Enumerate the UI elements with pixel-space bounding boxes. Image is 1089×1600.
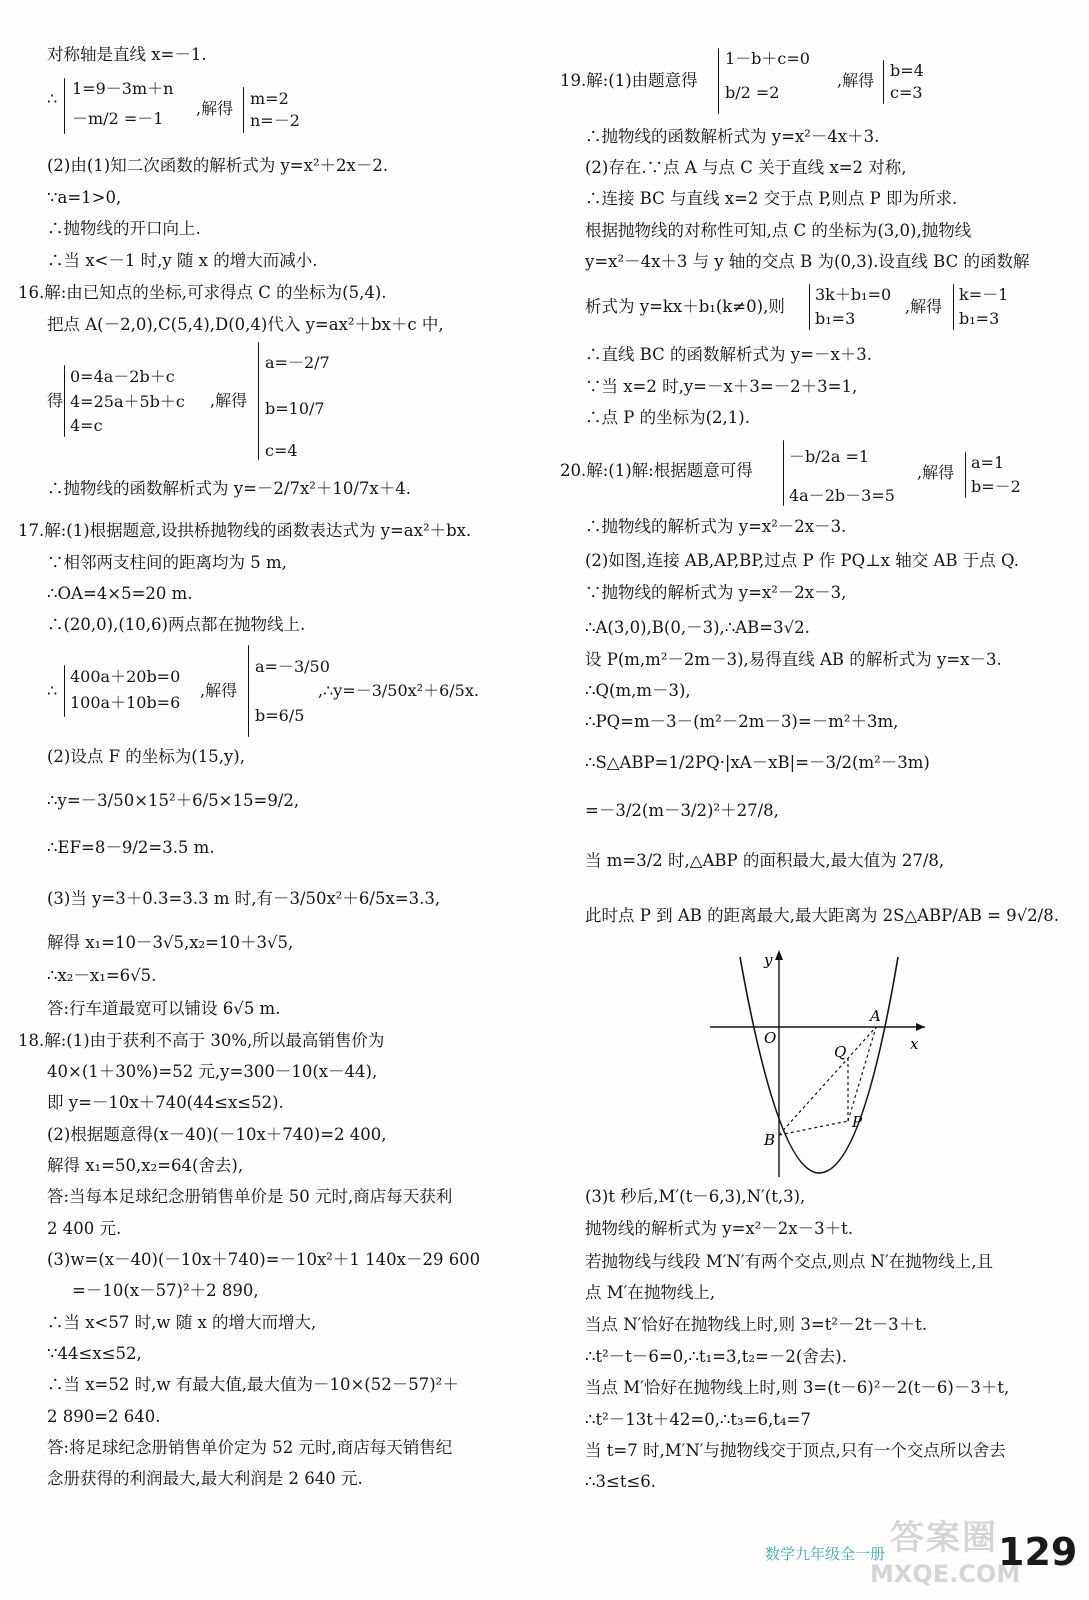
text-line: 19.解:(1)由题意得: [560, 71, 698, 90]
text-line: (2)存在.∵点 A 与点 C 关于直线 x=2 对称,: [585, 158, 907, 177]
text-line: ∴: [47, 89, 58, 108]
segment-ap: [848, 1027, 876, 1121]
text-line: 对称轴是直线 x=－1.: [47, 45, 207, 64]
text-line: 当 t=7 时,M′N′与抛物线交于顶点,只有一个交点所以舍去: [585, 1441, 1006, 1460]
parabola-figure: [700, 945, 930, 1180]
text-line: =－3/2(m－3/2)²＋27/8,: [585, 801, 779, 820]
text-line: 此时点 P 到 AB 的距离最大,最大距离为 2S△ABP/AB = 9√2/8.: [585, 906, 1059, 925]
equation: b=4: [890, 61, 924, 80]
text-line: ,解得: [210, 391, 248, 410]
text-line: (2)根据题意得(x－40)(－10x＋740)=2 400,: [47, 1125, 387, 1144]
text-line: ∴y=－3/50×15²＋6/5×15=9/2,: [47, 791, 300, 810]
label-q: Q: [834, 1043, 847, 1061]
text-line: 当点 M′恰好在抛物线上时,则 3=(t－6)²－2(t－6)－3＋t,: [585, 1378, 1010, 1397]
equation: c=4: [265, 441, 298, 460]
text-line: 17.解:(1)根据题意,设拱桥抛物线的函数表达式为 y=ax²＋bx.: [18, 521, 472, 540]
brace: [248, 645, 249, 737]
text-line: ∴Q(m,m－3),: [585, 681, 691, 700]
text-line: ∴(20,0),(10,6)两点都在抛物线上.: [47, 615, 306, 634]
equation: 400a＋20b=0: [70, 667, 181, 686]
text-line: 2 890=2 640.: [47, 1407, 161, 1426]
text-line: 解得 x₁=50,x₂=64(舍去),: [47, 1156, 244, 1175]
text-line: ∴S△ABP=1/2PQ·|xA－xB|=－3/2(m²－3m): [585, 753, 930, 772]
label-x: x: [910, 1035, 919, 1053]
text-line: 即 y=－10x＋740(44≤x≤52).: [47, 1093, 284, 1112]
text-line: 把点 A(－2,0),C(5,4),D(0,4)代入 y=ax²＋bx＋c 中,: [47, 315, 444, 334]
text-line: 2 400 元.: [47, 1219, 122, 1238]
watermark-logo: 答案圈: [890, 1518, 998, 1558]
equation: b=－2: [971, 477, 1021, 496]
text-line: ∴: [47, 681, 58, 700]
watermark-url: MXQE.COM: [870, 1560, 1021, 1588]
equation: 4=25a＋5b＋c: [70, 392, 185, 411]
equation: 0=4a－2b＋c: [70, 367, 175, 386]
text-line: ∴当 x<57 时,w 随 x 的增大而增大,: [47, 1313, 317, 1332]
text-line: ∴直线 BC 的函数解析式为 y=－x＋3.: [585, 345, 872, 364]
brace: [809, 284, 810, 330]
text-line: ∵44≤x≤52,: [47, 1344, 142, 1363]
text-line: ∵当 x=2 时,y=－x＋3=－2＋3=1,: [585, 377, 858, 396]
text-line: =－10(x－57)²＋2 890,: [72, 1281, 259, 1300]
equation: 100a＋10b=6: [70, 693, 181, 712]
text-line: 根据抛物线的对称性可知,点 C 的坐标为(3,0),抛物线: [585, 221, 972, 240]
page-number: 129: [998, 1530, 1078, 1574]
text-line: y=x²－4x＋3 与 y 轴的交点 B 为(0,3).设直线 BC 的函数解: [585, 252, 1030, 271]
equation: b=10/7: [265, 399, 325, 418]
text-line: (3)当 y=3＋0.3=3.3 m 时,有－3/50x²＋6/5x=3.3,: [47, 889, 441, 908]
text-line: ∴当 x=52 时,w 有最大值,最大值为－10×(52－57)²＋: [47, 1375, 459, 1394]
text-line: 抛物线的解析式为 y=x²－2x－3＋t.: [585, 1219, 853, 1238]
equation: a=－2/7: [265, 353, 330, 372]
equation: b/2 =2: [725, 83, 780, 102]
text-line: ∴PQ=m－3－(m²－2m－3)=－m²＋3m,: [585, 712, 899, 731]
text-line: 析式为 y=kx＋b₁(k≠0),则: [585, 297, 785, 316]
text-line: 念册获得的利润最大,最大利润是 2 640 元.: [47, 1469, 363, 1488]
text-line: ∴3≤t≤6.: [585, 1472, 657, 1491]
text-line: 若抛物线与线段 M′N′有两个交点,则点 N′在抛物线上,且: [585, 1252, 993, 1271]
text-line: 设 P(m,m²－2m－3),易得直线 AB 的解析式为 y=x－3.: [585, 650, 1002, 669]
text-line: (2)由(1)知二次函数的解析式为 y=x²＋2x－2.: [47, 156, 389, 175]
text-line: 40×(1＋30%)=52 元,y=300－10(x－44),: [47, 1062, 378, 1081]
text-line: 20.解:(1)解:根据题意可得: [560, 461, 753, 480]
equation: 4=c: [70, 416, 103, 435]
text-line: ∴连接 BC 与直线 x=2 交于点 P,则点 P 即为所求.: [585, 189, 958, 208]
x-axis-arrow: [916, 1023, 925, 1031]
label-b: B: [764, 1131, 776, 1149]
text-line: 当 m=3/2 时,△ABP 的面积最大,最大值为 27/8,: [585, 851, 945, 870]
text-line: 答:当每本足球纪念册销售单价是 50 元时,商店每天获利: [47, 1187, 453, 1206]
text-line: ∴点 P 的坐标为(2,1).: [585, 408, 750, 427]
text-line: (2)设点 F 的坐标为(15,y),: [47, 747, 245, 766]
brace: [718, 48, 719, 114]
text-line: (3)t 秒后,M′(t－6,3),N′(t,3),: [585, 1187, 806, 1206]
equation: b₁=3: [959, 309, 1000, 328]
text-line: 当点 N′恰好在抛物线上时,则 3=t²－2t－3＋t.: [585, 1315, 927, 1334]
text-line: ∴抛物线的开口向上.: [47, 219, 201, 238]
text-line: ∴A(3,0),B(0,－3),∴AB=3√2.: [585, 618, 810, 637]
text-line: ,解得: [196, 99, 234, 118]
text-line: ∴抛物线的函数解析式为 y=x²－4x＋3.: [585, 127, 880, 146]
brace: [258, 342, 259, 460]
text-line: (2)如图,连接 AB,AP,BP,过点 P 作 PQ⊥x 轴交 AB 于点 Q.: [585, 551, 1019, 570]
equation: c=3: [890, 83, 923, 102]
label-y: y: [764, 951, 773, 969]
equation: b₁=3: [815, 309, 856, 328]
text-line: (3)w=(x－40)(－10x＋740)=－10x²＋1 140x－29 600: [47, 1250, 481, 1269]
text-line: ,解得: [917, 463, 955, 482]
equation: －m/2 =－1: [72, 109, 164, 128]
equation: 3k＋b₁=0: [815, 285, 892, 304]
equation: b=6/5: [255, 706, 305, 725]
equation: 1=9－3m＋n: [72, 79, 174, 98]
label-a: A: [870, 1007, 881, 1025]
equation: 4a－2b－3=5: [789, 486, 895, 505]
brace: [243, 87, 244, 133]
text-line: 得: [47, 391, 64, 410]
text-line: ,解得: [905, 297, 943, 316]
label-o: O: [764, 1029, 777, 1047]
brace: [64, 365, 65, 437]
text-line: 解得 x₁=10－3√5,x₂=10＋3√5,: [47, 933, 294, 952]
y-axis-arrow: [775, 950, 783, 960]
text-line: ∵相邻两支柱间的距离均为 5 m,: [47, 553, 287, 572]
text-line: ∵a=1>0,: [47, 188, 122, 207]
footer-subject: 数学九年级全一册: [765, 1545, 886, 1563]
text-line: ∴抛物线的解析式为 y=x²－2x－3.: [585, 517, 847, 536]
equation: n=－2: [250, 111, 300, 130]
brace: [883, 60, 884, 104]
equation: －b/2a =1: [789, 447, 870, 466]
text-line: ,∴y=－3/50x²＋6/5x.: [318, 681, 479, 700]
text-line: ,解得: [837, 71, 875, 90]
text-line: ∴OA=4×5=20 m.: [47, 584, 193, 603]
brace: [783, 440, 784, 506]
brace: [953, 284, 954, 330]
text-line: ∴EF=8－9/2=3.5 m.: [47, 838, 215, 857]
text-line: ,解得: [200, 681, 238, 700]
segment-bp: [779, 1121, 848, 1135]
label-p: P: [852, 1113, 863, 1131]
text-line: 点 M′在抛物线上,: [585, 1283, 716, 1302]
text-line: 18.解:(1)由于获利不高于 30%,所以最高销售价为: [18, 1031, 385, 1050]
equation: m=2: [250, 89, 289, 108]
text-line: 16.解:由已知点的坐标,可求得点 C 的坐标为(5,4).: [18, 283, 387, 302]
equation: a=1: [971, 453, 1005, 472]
text-line: ∴t²－13t＋42=0,∴t₃=6,t₄=7: [585, 1410, 811, 1429]
text-line: 答:行车道最宽可以铺设 6√5 m.: [47, 999, 281, 1018]
text-line: ∴当 x<－1 时,y 随 x 的增大而减小.: [47, 251, 318, 270]
text-line: 答:将足球纪念册销售单价定为 52 元时,商店每天销售纪: [47, 1438, 453, 1457]
brace: [64, 665, 65, 717]
brace: [64, 78, 65, 134]
brace: [965, 452, 966, 498]
equation: k=－1: [959, 285, 1009, 304]
equation: 1－b＋c=0: [725, 49, 810, 68]
text-line: ∴x₂－x₁=6√5.: [47, 966, 157, 985]
text-line: ∵抛物线的解析式为 y=x²－2x－3,: [585, 583, 847, 602]
text-line: ∴t²－t－6=0,∴t₁=3,t₂=－2(舍去).: [585, 1347, 847, 1366]
text-line: ∴抛物线的函数解析式为 y=－2/7x²＋10/7x＋4.: [47, 479, 411, 498]
equation: a=－3/50: [255, 657, 330, 676]
